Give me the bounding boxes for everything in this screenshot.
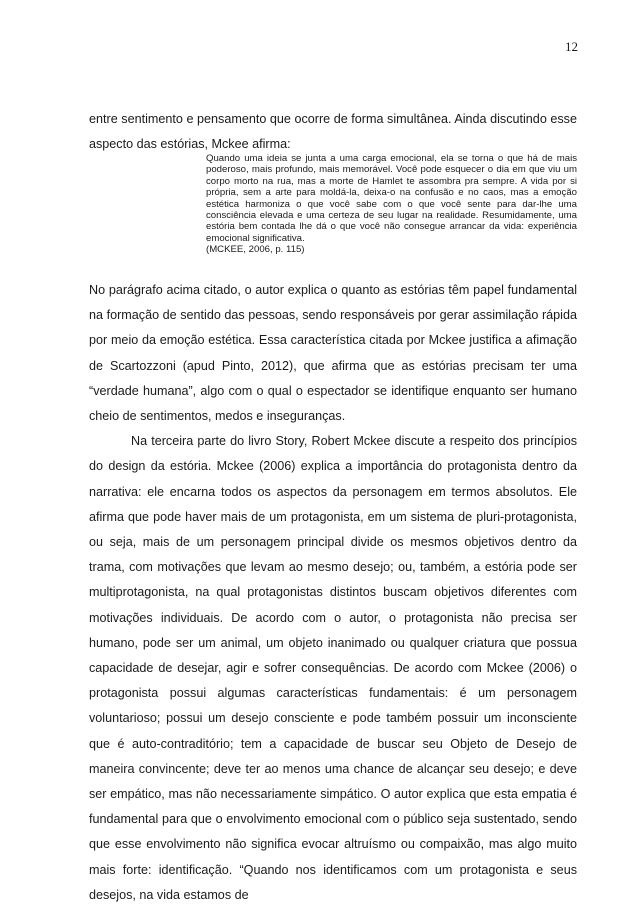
block-quote: [206, 153, 577, 256]
page-number: 12: [565, 39, 578, 54]
intro-text: entre sentimento e pensamento que ocorre de forma simultânea. Ainda discutindo esse aspecto das estórias, Mckee afirma:: [89, 112, 577, 152]
main-text: [89, 278, 577, 908]
quote-text: Quando uma ideia se junta a uma carga emocional, ela se torna o que há de mais poderoso, mais profundo, mais memorável. Você pode esquecer o dia em que viu um corpo morto na rua, mas a morte de Hamlet te assombra pra sempre. A vida por si própria, sem a arte para moldá-la, deixa-o na confusão e no caos, mas a emoção estética harmoniza o que você sabe com o que você sente para dar-lhe uma consciência elevada e uma certeza de seu lugar na realidade. Resumidamente, uma estória bem contada lhe dá o que você não consegue arrancar da vida: experiência emocional significativa.: [206, 153, 577, 244]
intro-paragraph: [89, 107, 577, 157]
quote-citation: (MCKEE, 2006, p. 115): [206, 244, 305, 256]
paragraph-scartozzoni: No parágrafo acima citado, o autor explica o quanto as estórias têm papel fundamental na formação de sentido das pessoas, sendo responsáveis por gerar assimilação rápida por meio da emoção estética. Essa característica citada por Mckee justifica a afimação de Scartozzoni (apud Pinto, 2012), que afirma que as estórias precisam ter uma “verdade humana”, algo com o qual o espectador se identifique enquanto ser humano cheio de sentimentos, medos e inseguranças.: [89, 283, 577, 424]
paragraph-protagonist: Na terceira parte do livro Story, Robert Mckee discute a respeito dos princípios do design da estória. Mckee (2006) explica a importância do protagonista dentro da narrativa: ele encarna todos os aspectos da personagem em termos absolutos. Ele afirma que pode haver mais de um protagonista, em um sistema de pluri-protagonista, ou seja, mais de um personagem principal divide os mesmos objetivos dentro da trama, com motivações que levam ao mesmo desejo; ou, também, a estória pode ser multiprotagonista, na qual protagonistas distintos buscam objetivos diferentes com motivações individuais. De acordo com o autor, o protagonista não precisa ser humano, pode ser um animal, um objeto inanimado ou qualquer criatura que possua capacidade de desejar, agir e sofrer consequências. De acordo com Mckee (2006) o protagonista possui algumas características fundamentais: é um personagem voluntarioso; possui um desejo consciente e pode também possuir um inconsciente que é auto-contraditório; tem a capacidade de buscar seu Objeto de Desejo de maneira convincente; deve ter ao menos uma chance de alcançar seu desejo; e deve ser empático, mas não necessariamente simpático. O autor explica que esta empatia é fundamental para que o envolvimento emocional com o público seja sustentado, sendo que esse envolvimento não significa evocar altruísmo ou compaixão, mas algo muito mais forte: identificação. “Quando nos identificamos com um protagonista e seus desejos, na vida estamos de: [89, 434, 577, 902]
